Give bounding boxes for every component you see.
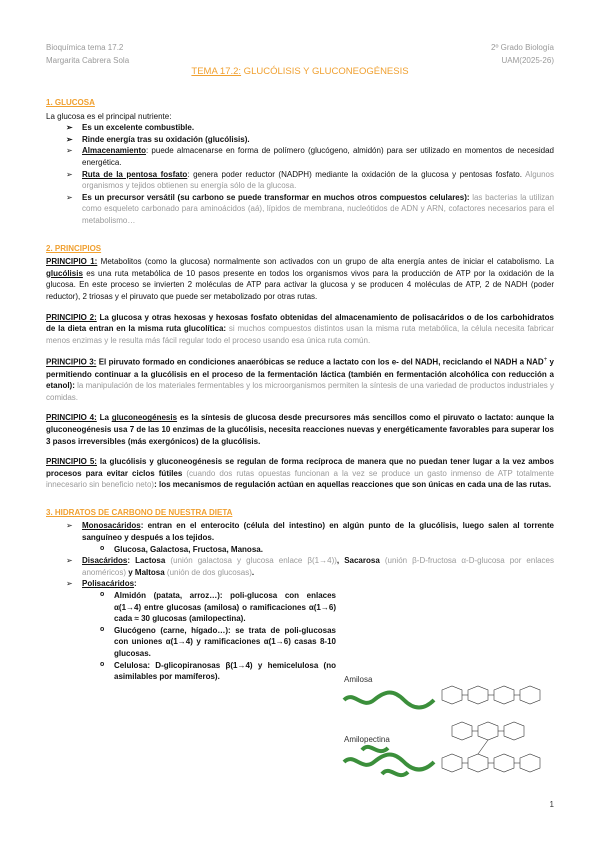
list-item-text: : puede almacenarse en forma de polímero (glucógeno, almidón) para ser utilizado en momentos de necesidad energética. — [82, 146, 554, 167]
gray-note: la manipulación de los materiales fermentables y los microorganismos permiten la síntesis de una variedad de productos industriales y comidas. — [46, 381, 554, 402]
principle-label: PRINCIPIO 5: — [46, 457, 97, 467]
term: Almacenamiento — [82, 146, 147, 156]
sub-list-item — [100, 590, 336, 625]
principle-label: PRINCIPIO 3: — [46, 357, 97, 367]
header-left — [46, 41, 129, 67]
sub-list-item — [100, 544, 554, 556]
list-item — [66, 169, 554, 192]
principle-3 — [46, 355, 554, 403]
gray-note: (unión galactosa y glucosa enlace β(1→4)) — [165, 556, 337, 566]
list-item — [66, 145, 554, 168]
title-main: TEMA 17.2: — [191, 66, 242, 77]
list-item-text: Es un excelente combustible. — [82, 123, 195, 133]
amylose-helix-icon — [344, 693, 434, 708]
starch-structure-figure — [342, 670, 556, 790]
page-title — [0, 66, 600, 77]
title-rest: GLUCÓLISIS Y GLUCONEOGÉNESIS — [241, 66, 409, 77]
principle-text: es una ruta metabólica de 10 pasos presente en todos los organismos vivos para la producción de ATP por la oxidación de la glucosa. En este proceso se invierten 2 moléculas de ATP para activar la glucosa y se producen 4 moléculas de ATP, 2 de NADH (poder reductor), 2 triosas y el piruvato que puede ser metabolizado por otras rutas. — [46, 268, 554, 301]
amylose-chain-icon — [442, 686, 540, 704]
header-year: UAM(2025-26) — [501, 56, 554, 65]
list-item-text: : — [134, 579, 137, 589]
header-right — [491, 41, 554, 67]
principle-text: La glucosa y otras hexosas y hexosas fosfato obtenidas del almacenamiento de polisacáridos o de los carbohidratos de la dieta entran en la misma ruta glucolítica: — [46, 312, 554, 334]
sub-list-item — [100, 660, 336, 683]
term: Monosacáridos — [82, 521, 141, 531]
principle-text: y permitiendo continuar a la glucólisis en el proceso de la fermentación láctica (también en fermentación alcohólica con reducción a etanol): — [46, 357, 555, 391]
sub-list-text: Celulosa: D-glicopiranosas β(1→4) y hemicelulosa (no asimilables por mamíferos). — [114, 660, 336, 682]
principle-text: : los mecanismos de regulación actúan en aquellas reacciones que son únicas en cada una de las rutas. — [154, 480, 552, 490]
list-item-text: y Maltosa — [126, 567, 165, 577]
term: Disacáridos — [82, 556, 128, 566]
term: gluconeogénesis — [111, 413, 178, 423]
page-number: 1 — [549, 800, 554, 809]
amylopectin-branch-icon — [344, 747, 434, 775]
list-item — [66, 192, 554, 227]
section-3-title: 3. HIDRATOS DE CARBONO DE NUESTRA DIETA — [46, 507, 233, 517]
header-course: 2º Grado Biología — [491, 43, 554, 52]
gray-note: (unión β-D-fructosa α-D-glucosa por enlaces anoméricos) — [82, 556, 555, 577]
gray-note: (cuando dos rutas opuestas funcionan a la vez se produce un gasto inmenso de ATP totalmente innecesario sin beneficio neto) — [46, 468, 554, 490]
list-item — [66, 134, 554, 146]
list-item-text: Rinde energía tras su oxidación (glucólisis). — [82, 134, 250, 144]
section-1-intro: La glucosa es el principal nutriente: — [46, 111, 172, 121]
sub-list-text: Almidón (patata, arroz…): poli-glucosa con enlaces α(1→4) entre glucosas (amilosa) o ramificaciones α(1→6) cada ≈ 30 glucosas (amilopectina). — [114, 591, 336, 624]
section-1-title: 1. GLUCOSA — [46, 98, 95, 107]
list-item-text: : Lactosa — [127, 556, 166, 566]
list-item — [66, 122, 554, 134]
list-item-text: : genera poder reductor (NADPH) mediante la oxidación de la glucosa y pentosas fosfato. — [187, 169, 522, 179]
figure-label-amylose: Amilosa — [344, 675, 373, 684]
principle-label: PRINCIPIO 1: — [46, 257, 98, 267]
principle-text: La — [96, 413, 112, 423]
gray-note: si muchos compuestos distintos usan la misma ruta metabólica, la célula necesita fabricar menos enzimas y le resulta más fácil regular todo el proceso usando esa única ruta común. — [46, 324, 555, 345]
principle-label: PRINCIPIO 4: — [46, 413, 97, 423]
amylopectin-chain-icon — [442, 722, 540, 772]
list-item-text: , Sacarosa — [336, 556, 380, 566]
list-item — [66, 520, 554, 555]
list-item — [66, 555, 554, 578]
principle-4 — [46, 412, 554, 447]
sub-list — [82, 590, 336, 683]
figure-label-amylopectin: Amilopectina — [344, 735, 390, 744]
gray-note: (unión de dos glucosas) — [164, 567, 252, 577]
principle-text: es la síntesis de glucosa desde precursores más sencillos como el piruvato o lactato: aunque la gluconeogénesis usa 7 de las 10 enzimas de la glucólisis, necesita reacciones nuevas y energéticamente favorables para superar los 3 pasos irreversibles (más exergónicos) de la glucólisis. — [46, 413, 555, 446]
section-2-title: 2. PRINCIPIOS — [46, 243, 102, 253]
sub-list-item — [100, 625, 336, 660]
section-1-list — [46, 122, 554, 226]
header-subject: Bioquímica tema 17.2 — [46, 43, 124, 52]
principle-label: PRINCIPIO 2: — [46, 312, 97, 322]
superscript: + — [543, 357, 548, 364]
list-item-text: Es un precursor versátil (su carbono se puede transformar en muchos otros compuestos celulares): — [82, 192, 470, 202]
term: Polisacáridos — [82, 579, 135, 589]
principle-text: la glucólisis y gluconeogénesis se regulan de forma recíproca de manera que no puedan tener lugar a la vez ambos procesos para evitar ciclos fútiles — [46, 457, 555, 478]
section-3-list — [46, 520, 554, 682]
list-item-text: . — [251, 567, 255, 577]
sub-list-text: Glucosa, Galactosa, Fructosa, Manosa. — [114, 544, 263, 554]
principle-5 — [46, 456, 554, 491]
principle-text: El piruvato formado en condiciones anaeróbicas se reduce a lactato con los e- del NADH, reciclando el NADH a NAD — [96, 357, 544, 367]
gray-note: Algunos organismos y tejidos obtienen su energía sólo de la glucosa. — [82, 169, 555, 191]
main-content — [46, 97, 554, 683]
gray-note: las bacterias la utilizan como esqueleto carbonado para aminoácidos (aá), lípidos de membrana, nucleótidos de ADN y ARN, cofactores necesarios para el metabolismo… — [82, 192, 554, 225]
principle-2 — [46, 312, 554, 347]
list-item-text: : entran en el enterocito (célula del intestino) en algún punto de la glucólisis, luego salen al torrente sanguíneo y después a los tejidos. — [82, 521, 554, 543]
sub-list — [82, 544, 554, 556]
term: glucólisis — [46, 268, 83, 278]
sub-list-text: Glucógeno (carne, hígado…): se trata de poli-glucosas con uniones α(1→4) y ramificaciones α(1→6) casas 8-10 glucosas. — [114, 625, 336, 658]
principle-1 — [46, 256, 554, 302]
header-author: Margarita Cabrera Sola — [46, 56, 130, 65]
principle-text: Metabolitos (como la glucosa) normalmente son activados con un grupo de alta energía antes de iniciar el catabolismo. La — [97, 257, 554, 267]
term: Ruta de la pentosa fosfato — [82, 169, 188, 179]
list-item — [66, 578, 554, 682]
